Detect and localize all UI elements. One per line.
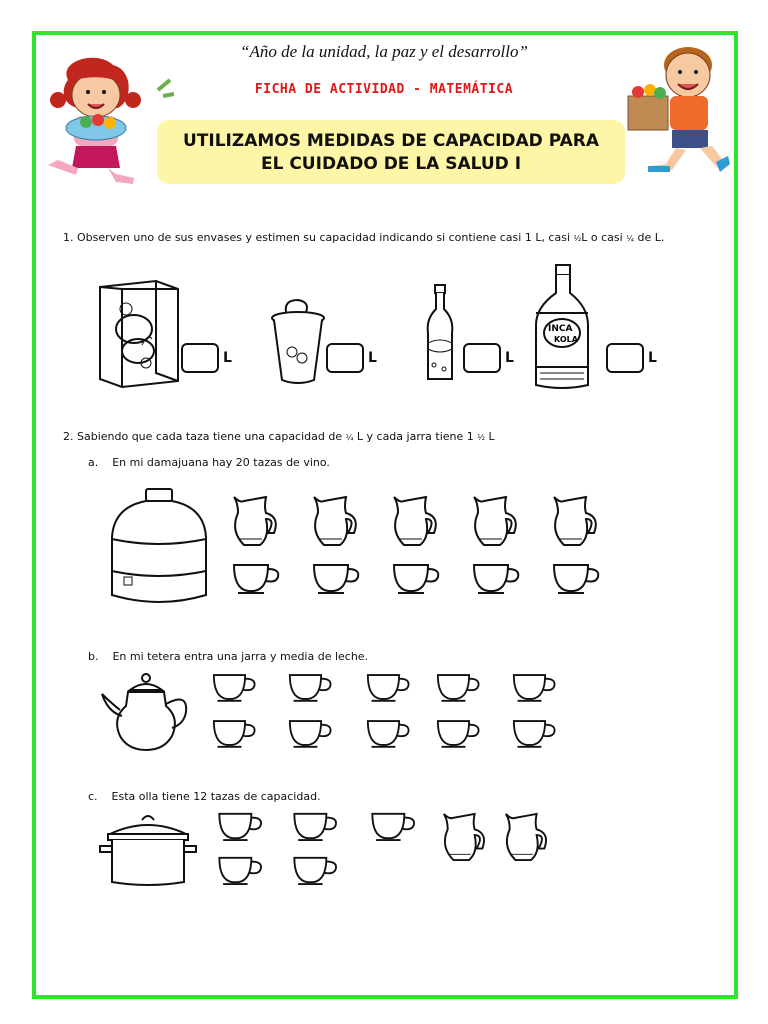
- question-2-text-a: 2. Sabiendo que cada taza tiene una capacidad de: [63, 430, 346, 443]
- cup-icon: [212, 717, 258, 749]
- title-line-1: UTILIZAMOS MEDIDAS DE CAPACIDAD PARA: [182, 131, 600, 151]
- cup-icon: [288, 671, 334, 703]
- unit-label-2: L: [368, 350, 377, 366]
- page-title: [157, 130, 625, 176]
- cup-icon: [436, 671, 482, 703]
- cup-icon: [512, 671, 558, 703]
- question-2a: a. En mi damajuana hay 20 tazas de vino.: [88, 456, 330, 469]
- question-1-text-b: L o casi: [581, 231, 627, 244]
- question-2b: b. En mi tetera entra una jarra y media de leche.: [88, 650, 369, 663]
- soda-bottle-icon: [422, 283, 458, 383]
- demijohn-icon: [110, 487, 208, 607]
- boy-illustration: [620, 40, 730, 175]
- cup-icon: [217, 810, 265, 842]
- cup-icon: [370, 810, 418, 842]
- cup-icon: [288, 717, 334, 749]
- bottle-label-inca: INCA: [548, 324, 573, 334]
- question-1-text-c: de L.: [633, 231, 665, 244]
- cup-icon: [292, 854, 340, 886]
- answer-box-1[interactable]: [181, 343, 219, 373]
- cup-icon: [212, 671, 258, 703]
- cup-icon: [232, 561, 282, 595]
- motto: “Año de la unidad, la paz y el desarrollo”: [240, 42, 528, 61]
- teapot-icon: [100, 672, 190, 754]
- unit-label-4: L: [648, 350, 657, 366]
- worksheet-label: FICHA DE ACTIVIDAD - MATEMÁTICA: [254, 82, 514, 97]
- pitcher-icon: [470, 493, 522, 549]
- unit-label-1: L: [223, 350, 232, 366]
- question-2-text-b: L y cada jarra tiene 1: [353, 430, 478, 443]
- unit-label-3: L: [505, 350, 514, 366]
- inca-kola-bottle-icon: [532, 263, 592, 391]
- cup-icon: [312, 561, 362, 595]
- fraction-quarter: ¼: [626, 234, 634, 243]
- cup-icon: [366, 671, 412, 703]
- cup-icon: [552, 561, 602, 595]
- answer-box-4[interactable]: [606, 343, 644, 373]
- question-2: [63, 430, 495, 443]
- pitcher-icon: [502, 810, 552, 864]
- answer-box-2[interactable]: [326, 343, 364, 373]
- cup-icon: [472, 561, 522, 595]
- bottle-label-kola: KOLA: [554, 335, 578, 344]
- fraction-half: ½: [573, 234, 582, 243]
- cup-icon: [392, 561, 442, 595]
- cup-icon: [217, 854, 265, 886]
- yogurt-cup-icon: [270, 298, 326, 386]
- cup-icon: [512, 717, 558, 749]
- juice-box-icon: [96, 273, 182, 389]
- pitcher-icon: [390, 493, 442, 549]
- cup-icon: [436, 717, 482, 749]
- question-2c: c. Esta olla tiene 12 tazas de capacidad.: [88, 790, 321, 803]
- pitcher-icon: [230, 493, 282, 549]
- cooking-pot-icon: [98, 812, 198, 888]
- pitcher-icon: [550, 493, 602, 549]
- pitcher-icon: [310, 493, 362, 549]
- answer-box-3[interactable]: [463, 343, 501, 373]
- pitcher-icon: [440, 810, 490, 864]
- title-line-2: EL CUIDADO DE LA SALUD I: [260, 154, 522, 174]
- cup-icon: [292, 810, 340, 842]
- question-2-text-c: L: [485, 430, 495, 443]
- cup-icon: [366, 717, 412, 749]
- fraction-half-2: ½: [477, 433, 486, 442]
- girl-illustration: [38, 50, 168, 190]
- question-1-text-a: 1. Observen uno de sus envases y estimen su capacidad indicando si contiene casi 1 L, casi: [63, 231, 574, 244]
- question-1: [63, 231, 664, 244]
- fraction-quarter-2: ¼: [345, 433, 354, 442]
